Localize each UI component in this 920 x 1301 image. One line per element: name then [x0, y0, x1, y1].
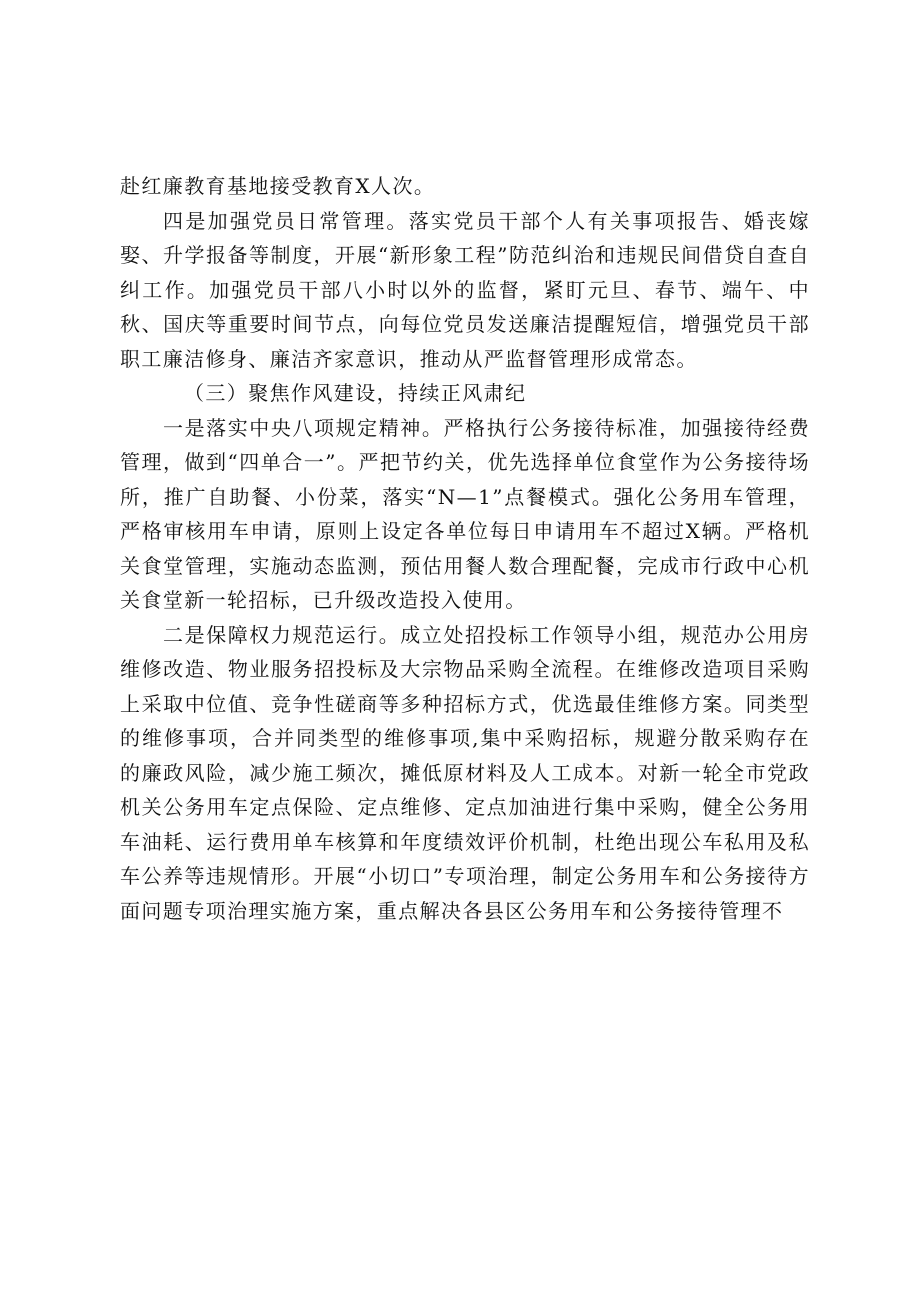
paragraph-party-member-management: 四是加强党员日常管理。落实党员干部个人有关事项报告、婚丧嫁娶、升学报备等制度，开展“新形象工程”防范纠治和违规民间借贷自查自纠工作。加强党员干部八小时以外的监督，紧盯元旦、春节、端午、中秋、国庆等重要时间节点，向每位党员发送廉洁提醒短信，增强党员干部职工廉洁修身、廉洁齐家意识，推动从严监督管理形成常态。	[120, 208, 810, 371]
paragraph-eight-rules: 一是落实中央八项规定精神。严格执行公务接待标准，加强接待经费管理，做到“四单合一”。严把节约关，优先选择单位食堂作为公务接待场所，推广自助餐、小份菜，落实“N—1”点餐模式。强化公务用车管理，严格审核用车申请，原则上设定各单位每日申请用车不超过X辆。严格机关食堂管理，实施动态监测，预估用餐人数合理配餐，完成市行政中心机关食堂新一轮招标，已升级改造投入使用。	[120, 415, 810, 612]
paragraph-power-regulation: 二是保障权力规范运行。成立处招投标工作领导小组，规范办公用房维修改造、物业服务招投标及大宗物品采购全流程。在维修改造项目采购上采取中位值、竞争性磋商等多种招标方式，优选最佳维修方案。同类型的维修事项，合并同类型的维修事项,集中采购招标，规避分散采购存在的廉政风险，减少施工频次，摊低原材料及人工成本。对新一轮全市党政机关公务用车定点保险、定点维修、定点加油进行集中采购，健全公务用车油耗、运行费用单车核算和年度绩效评价机制，杜绝出现公车私用及私车公养等违规情形。开展“小切口”专项治理，制定公务用车和公务接待方面问题专项治理实施方案，重点解决各县区公务用车和公务接待管理不	[120, 622, 810, 923]
paragraph-continuation: 赴红廉教育基地接受教育X人次。	[120, 174, 436, 198]
document-body	[120, 169, 810, 928]
section-heading: （三）聚焦作风建设，持续正风肃纪	[184, 381, 527, 405]
